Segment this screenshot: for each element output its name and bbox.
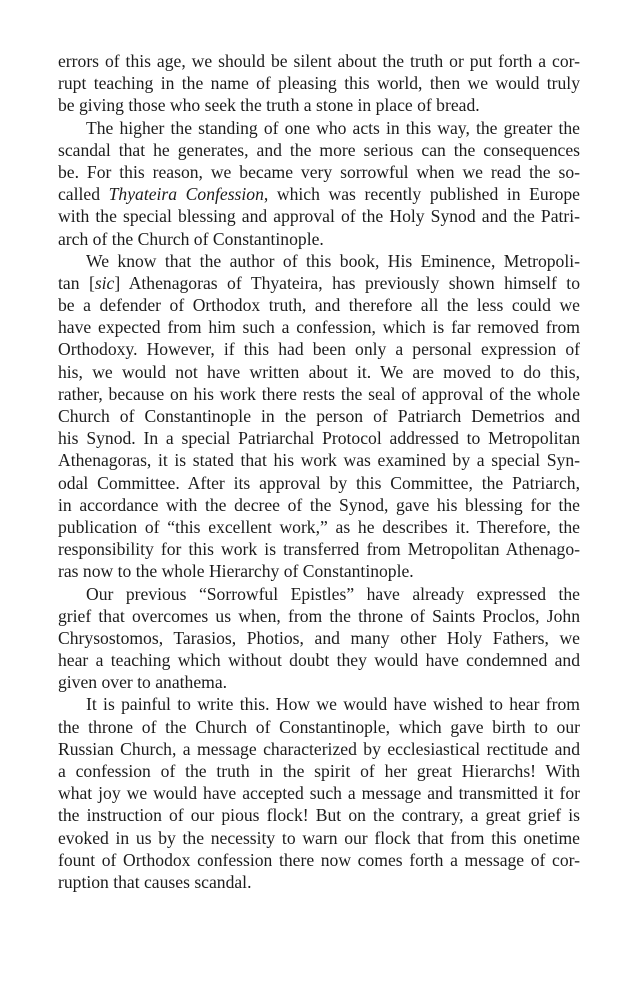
text-line: evoked in us by the necessity to warn our flock that from this onetime — [58, 827, 580, 848]
text-line: be. For this reason, we became very sorrowful when we read the so- — [58, 161, 580, 182]
paragraph — [58, 117, 580, 250]
text-line: ruption that causes scandal. — [58, 871, 252, 892]
paragraph — [58, 50, 580, 117]
text-line: arch of the Church of Constantinople. — [58, 228, 324, 249]
text-line: Church of Constantinople in the person of Patriarch Demetrios and — [58, 406, 580, 426]
document-page — [58, 50, 580, 893]
text-line: Chrysostomos, Tarasios, Photios, and many other Holy Fathers, we — [58, 627, 580, 648]
text-line: rather, because on his work there rests the seal of approval of the whole — [58, 383, 580, 404]
text-line: publication of “this excellent work,” as he describes it. Therefore, the — [58, 516, 580, 537]
text-line: in accordance with the decree of the Synod, gave his blessing for the — [58, 494, 580, 515]
text-line: scandal that he generates, and the more serious can the consequences — [58, 139, 580, 160]
text-line: the throne of the Church of Constantinople, which gave birth to our — [58, 716, 580, 737]
text-line: be giving those who seek the truth a stone in place of bread. — [58, 95, 480, 116]
body-text — [58, 50, 580, 893]
text-line: errors of this age, we should be silent about the truth or put forth a cor- — [58, 51, 580, 71]
text-line: have expected from him such a confession, which is far removed from — [58, 317, 580, 338]
text-line: be a defender of Orthodox truth, and therefore all the less could we — [58, 295, 580, 316]
text-line: the instruction of our pious flock! But on the contrary, a great grief is — [58, 805, 580, 826]
paragraph — [58, 583, 580, 694]
text-line: a confession of the truth in the spirit of her great Hierarchs! With — [58, 761, 580, 781]
text-line: ras now to the whole Hierarchy of Constantinople. — [58, 561, 414, 582]
text-line: with the special blessing and approval of the Holy Synod and the Patri- — [58, 206, 580, 227]
paragraph — [58, 250, 580, 583]
text-line: rupt teaching in the name of pleasing this world, then we would truly — [58, 73, 580, 94]
text-line: We know that the author of this book, His Eminence, Metropoli- — [86, 250, 580, 271]
text-line: odal Committee. After its approval by this Committee, the Patriarch, — [58, 472, 580, 493]
text-line: Orthodoxy. However, if this had been only a personal expression of — [58, 339, 580, 360]
text-line: Russian Church, a message characterized by ecclesiastical rectitude and — [58, 738, 580, 759]
paragraph — [58, 693, 580, 893]
text-line: grief that overcomes us when, from the throne of Saints Proclos, John — [58, 605, 580, 626]
text-line: It is painful to write this. How we would have wished to hear from — [86, 694, 580, 715]
text-line: tan [sic] Athenagoras of Thyateira, has previously shown himself to — [58, 272, 580, 293]
text-line: hear a teaching which without doubt they would have condemned and — [58, 650, 580, 671]
text-line: called Thyateira Confession, which was recently published in Europe — [58, 184, 580, 205]
text-line: Our previous “Sorrowful Epistles” have already expressed the — [86, 583, 580, 604]
text-line: fount of Orthodox confession there now comes forth a message of cor- — [58, 849, 580, 870]
text-line: The higher the standing of one who acts in this way, the greater the — [86, 117, 580, 138]
text-line: responsibility for this work is transferred from Metropolitan Athenago- — [58, 539, 580, 560]
text-line: his, we would not have written about it. We are moved to do this, — [58, 361, 580, 382]
text-line: Athenagoras, it is stated that his work was examined by a special Syn- — [58, 450, 580, 471]
text-line: given over to anathema. — [58, 672, 228, 693]
italic-text: Thyateira Confession — [108, 184, 264, 205]
text-line: his Synod. In a special Patriarchal Protocol addressed to Metropolitan — [58, 428, 580, 449]
text-line: what joy we would have accepted such a message and transmitted it for — [58, 783, 580, 804]
italic-text: sic — [94, 272, 115, 293]
